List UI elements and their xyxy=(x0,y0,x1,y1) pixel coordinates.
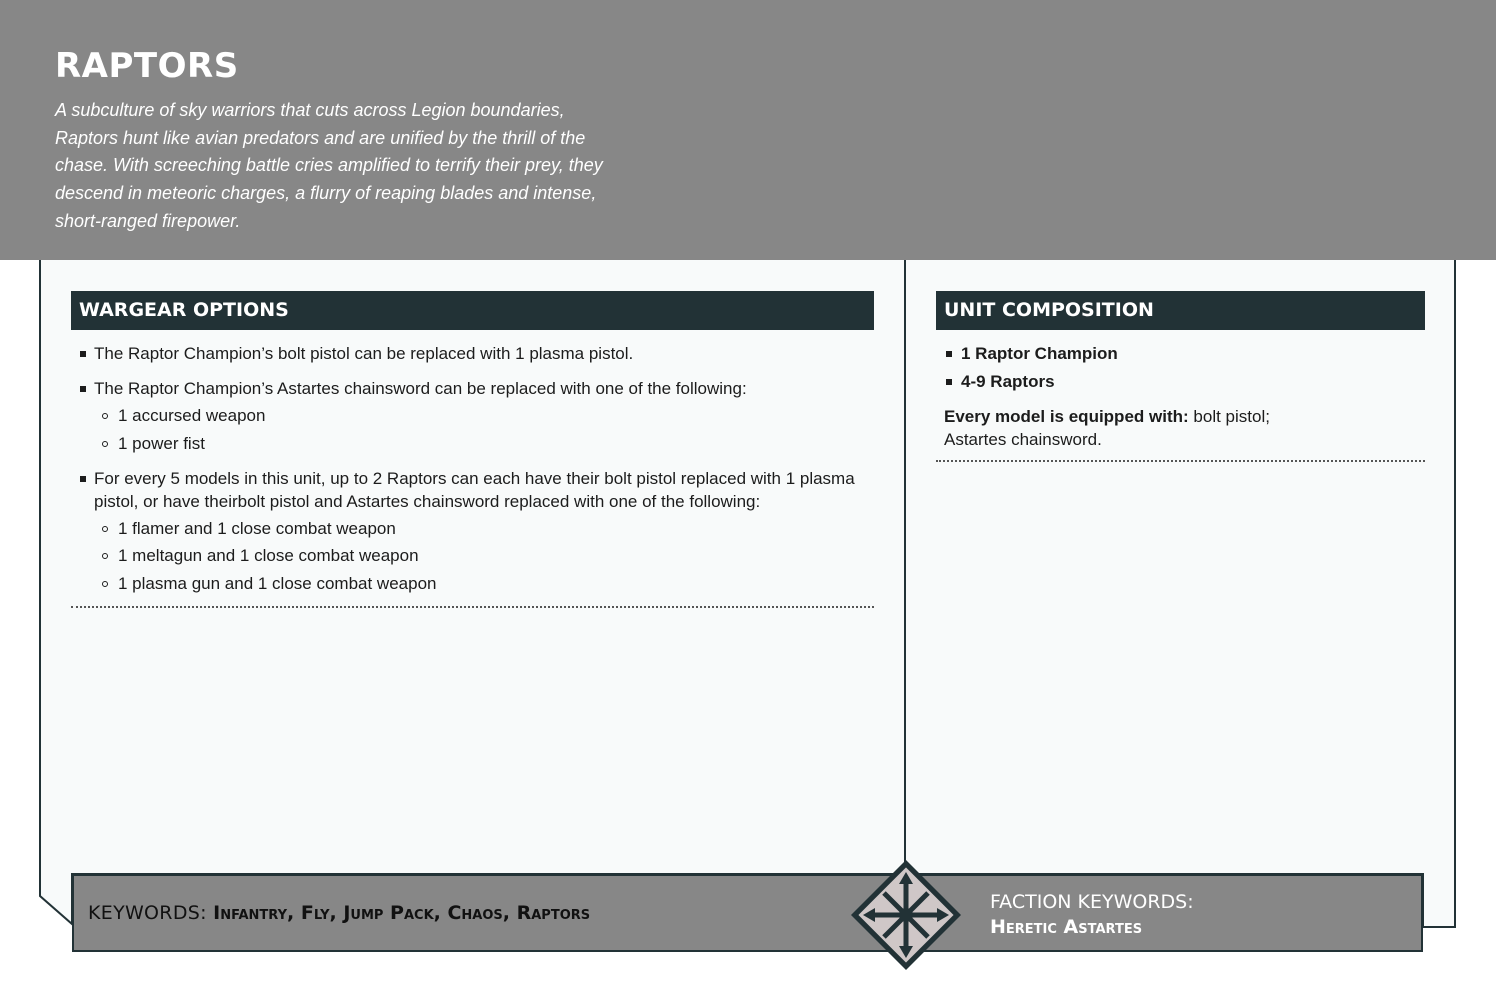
wargear-option xyxy=(78,342,878,365)
composition-divider xyxy=(936,460,1425,462)
unit-composition-list xyxy=(944,342,1414,397)
wargear-option-text: For every 5 models in this unit, up to 2 Raptors can each have their bolt pistol replaced with 1 plasma pistol, or have theirbolt pistol and Astartes chainsword replaced with one of the following: xyxy=(94,468,855,511)
keywords-bar xyxy=(72,874,1423,952)
wargear-suboption: 1 plasma gun and 1 close combat weapon xyxy=(94,572,878,595)
composition-item: 1 Raptor Champion xyxy=(944,342,1414,365)
equipment-value: bolt pistol; Astartes chainsword. xyxy=(944,407,1270,449)
wargear-suboption: 1 flamer and 1 close combat weapon xyxy=(94,517,878,540)
unit-description: A subculture of sky warriors that cuts across Legion boundaries, Raptors hunt like avian predators and are unified by the thrill of the chase. With screeching battle cries amplified to terrify their prey, they descend in meteoric charges, a flurry of reaping blades and intense, short-ranged firepower. xyxy=(55,100,603,231)
unit-composition-heading: UNIT COMPOSITION xyxy=(936,291,1425,330)
wargear-suboptions xyxy=(94,404,878,455)
wargear-option xyxy=(78,377,878,455)
wargear-suboptions xyxy=(94,517,878,595)
composition-item: 4-9 Raptors xyxy=(944,370,1414,393)
keywords-label: KEYWORDS: xyxy=(88,902,214,924)
wargear-suboption: 1 power fist xyxy=(94,432,878,455)
equipment-text xyxy=(944,405,1274,451)
keywords xyxy=(88,876,590,951)
wargear-option xyxy=(78,467,878,595)
wargear-option-text: The Raptor Champion’s Astartes chainsword can be replaced with one of the following: xyxy=(94,379,747,398)
faction-keywords-label: FACTION KEYWORDS: xyxy=(990,891,1194,913)
chaos-star-icon xyxy=(849,858,963,972)
faction-keywords xyxy=(990,890,1194,940)
header xyxy=(0,0,1496,260)
equipment-label: Every model is equipped with: xyxy=(944,407,1189,426)
page-title: RAPTORS xyxy=(55,46,239,86)
wargear-option-text: The Raptor Champion’s bolt pistol can be replaced with 1 plasma pistol. xyxy=(94,344,634,363)
faction-keywords-values: Heretic Astartes xyxy=(990,916,1143,938)
keywords-values: Infantry, Fly, Jump Pack, Chaos, Raptors xyxy=(213,902,591,924)
wargear-options-heading: WARGEAR OPTIONS xyxy=(71,291,874,330)
wargear-suboption: 1 meltagun and 1 close combat weapon xyxy=(94,544,878,567)
wargear-suboption: 1 accursed weapon xyxy=(94,404,878,427)
wargear-options-list xyxy=(78,342,878,607)
wargear-divider xyxy=(71,606,874,608)
